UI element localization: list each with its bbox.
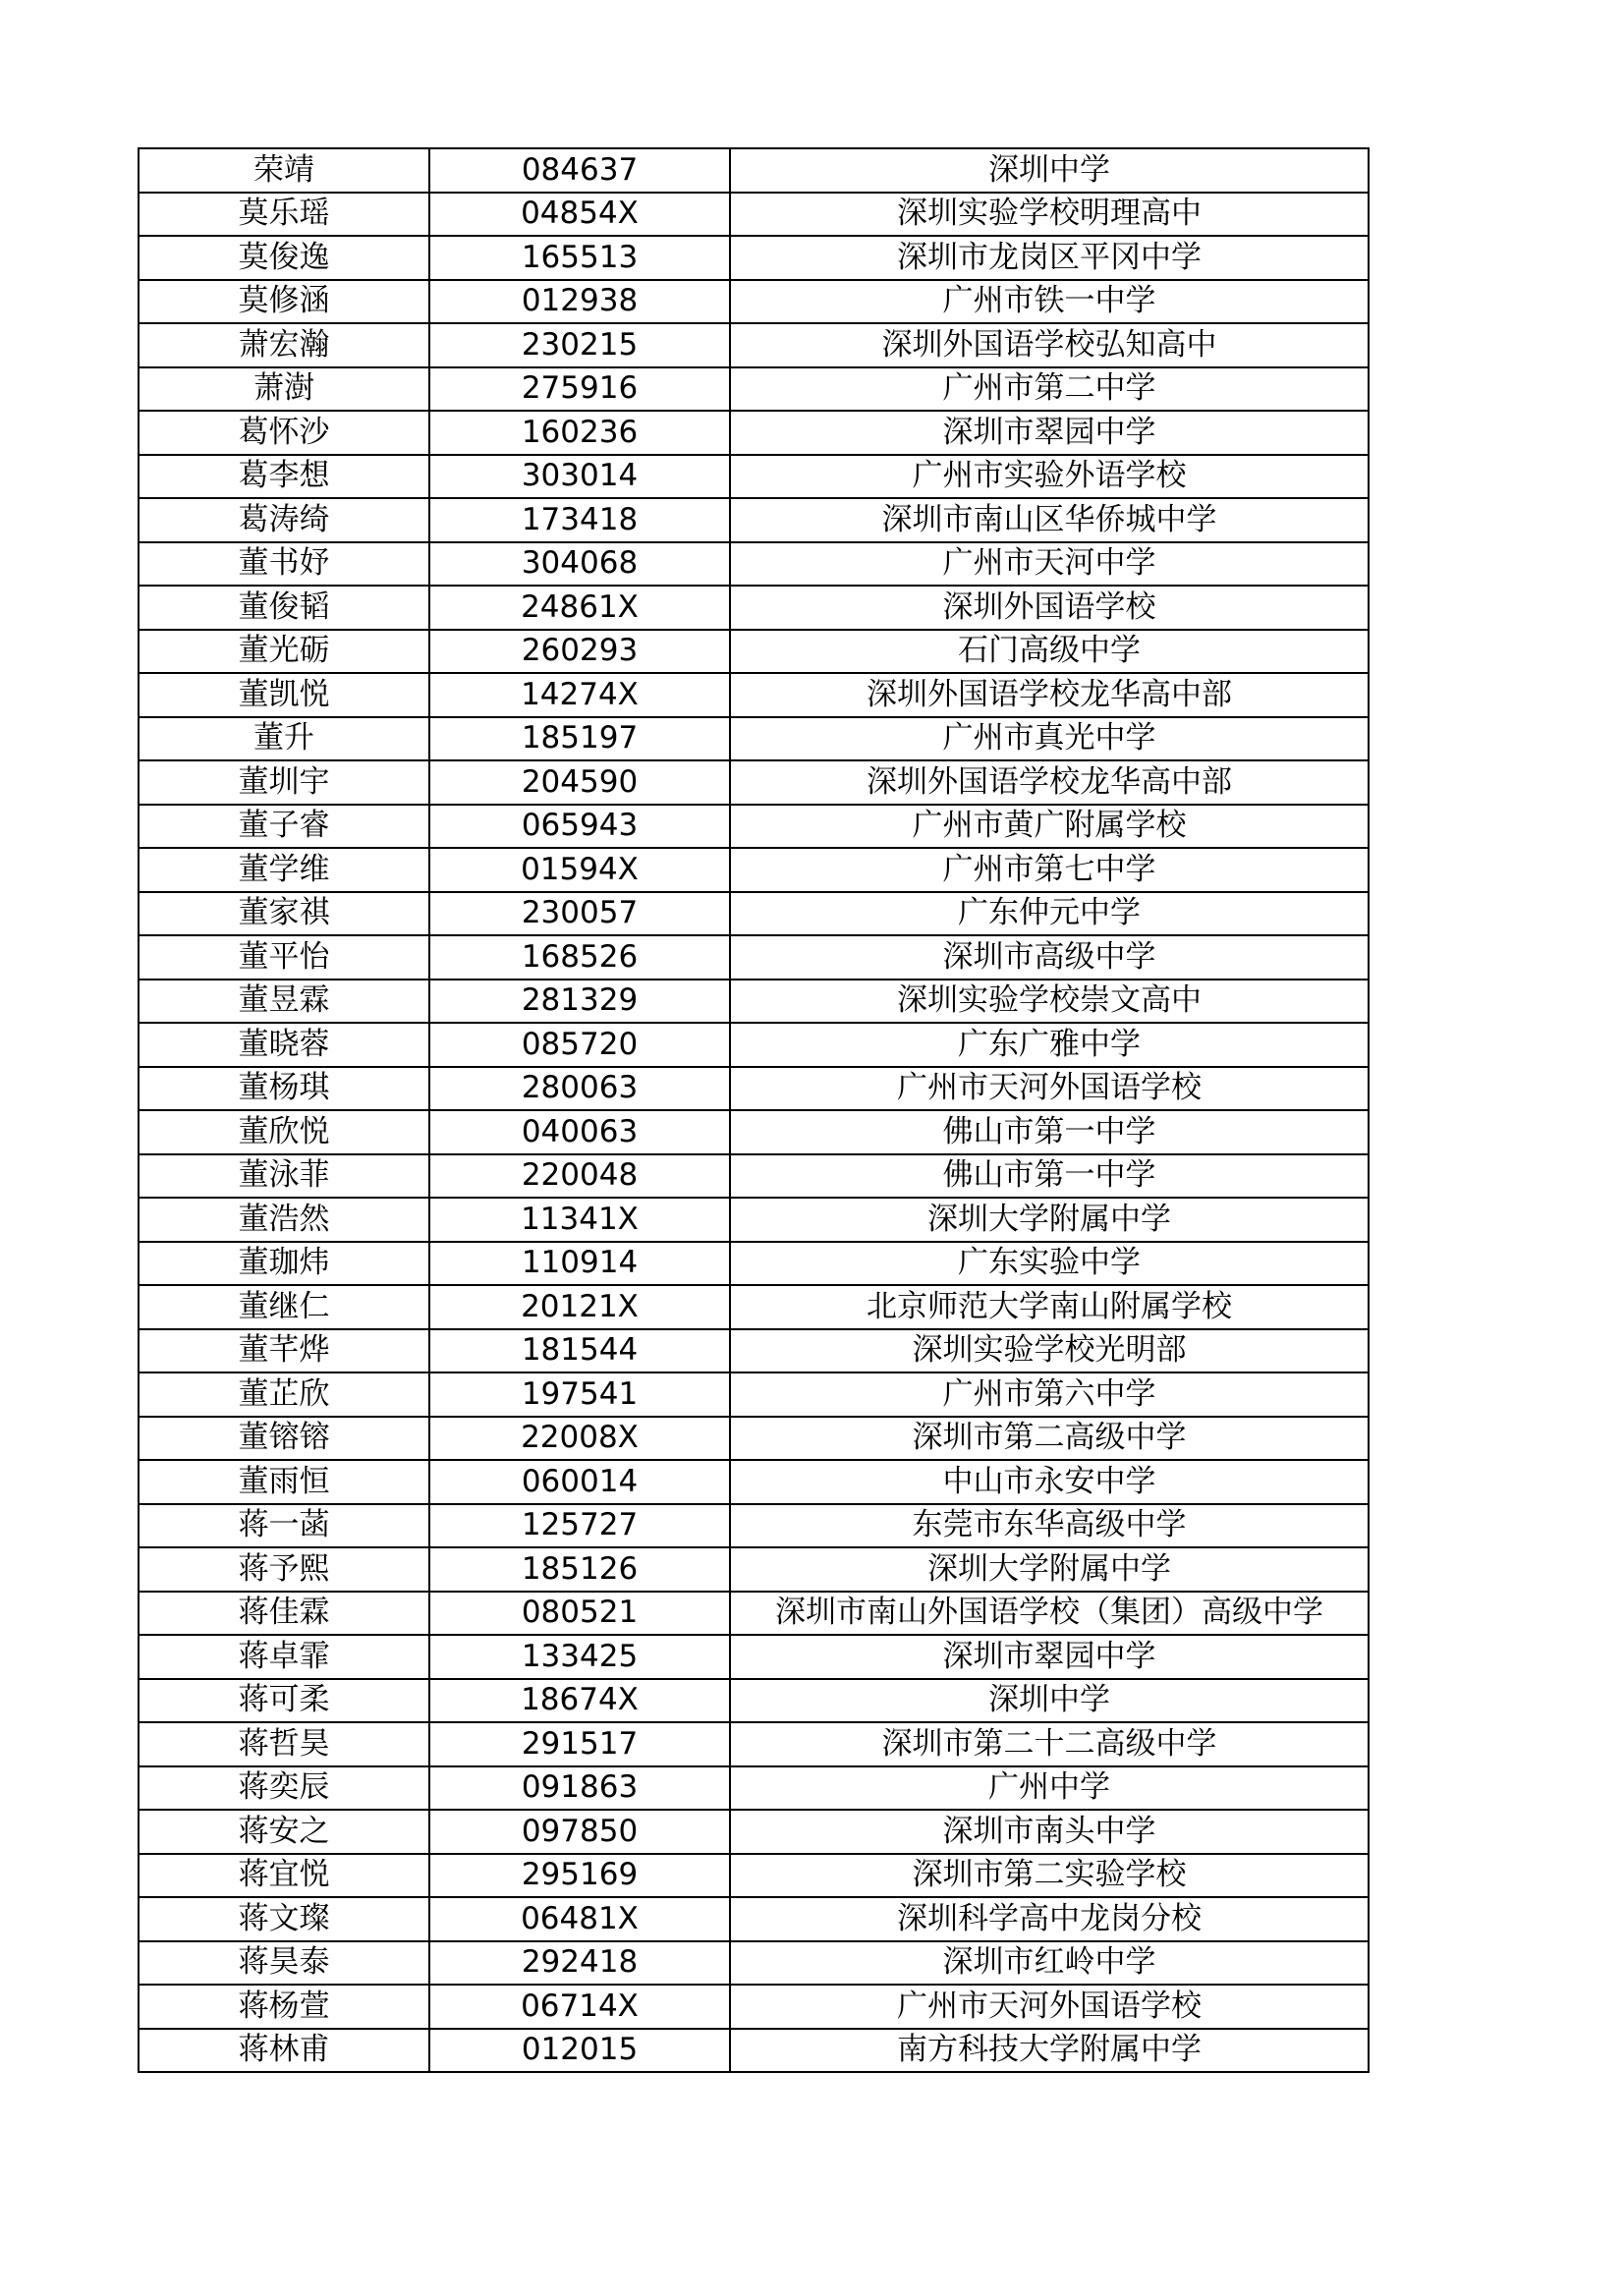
table-row <box>139 2029 1369 2073</box>
roster-table-body <box>139 148 1369 2072</box>
student-name-cell: 董昱霖 <box>139 980 429 1024</box>
student-name-cell: 董继仁 <box>139 1285 429 1329</box>
table-row <box>139 236 1369 280</box>
school-name-cell: 深圳实验学校光明部 <box>730 1329 1369 1373</box>
student-name-cell: 蒋安之 <box>139 1810 429 1854</box>
student-id-cell: 260293 <box>429 630 730 674</box>
school-name-cell: 广州市黄广附属学校 <box>730 805 1369 849</box>
table-row <box>139 673 1369 717</box>
student-name-cell: 蒋昊泰 <box>139 1941 429 1986</box>
table-row <box>139 193 1369 237</box>
school-name-cell: 深圳市红岭中学 <box>730 1941 1369 1986</box>
student-id-cell: 292418 <box>429 1941 730 1986</box>
school-name-cell: 深圳中学 <box>730 1679 1369 1723</box>
student-name-cell: 董浩然 <box>139 1198 429 1242</box>
table-row <box>139 1810 1369 1854</box>
table-row <box>139 1985 1369 2029</box>
school-name-cell: 深圳市南山区华侨城中学 <box>730 498 1369 542</box>
school-name-cell: 深圳外国语学校弘知高中 <box>730 323 1369 367</box>
student-name-cell: 莫修涵 <box>139 280 429 324</box>
school-name-cell: 深圳外国语学校 <box>730 586 1369 630</box>
school-name-cell: 深圳市翠园中学 <box>730 411 1369 455</box>
table-row <box>139 848 1369 892</box>
table-row <box>139 630 1369 674</box>
table-row <box>139 1722 1369 1766</box>
student-name-cell: 莫乐瑶 <box>139 193 429 237</box>
student-id-cell: 185197 <box>429 717 730 761</box>
student-id-cell: 280063 <box>429 1067 730 1111</box>
table-row <box>139 586 1369 630</box>
student-id-cell: 04854X <box>429 193 730 237</box>
school-name-cell: 南方科技大学附属中学 <box>730 2029 1369 2073</box>
table-row <box>139 1504 1369 1548</box>
student-id-cell: 20121X <box>429 1285 730 1329</box>
student-name-cell: 蒋予熙 <box>139 1547 429 1592</box>
student-name-cell: 蒋宜悦 <box>139 1854 429 1898</box>
school-name-cell: 广州市铁一中学 <box>730 280 1369 324</box>
table-row <box>139 498 1369 542</box>
school-name-cell: 广州市实验外语学校 <box>730 455 1369 499</box>
student-id-cell: 065943 <box>429 805 730 849</box>
student-id-cell: 185126 <box>429 1547 730 1592</box>
table-row <box>139 367 1369 412</box>
student-id-cell: 125727 <box>429 1504 730 1548</box>
student-name-cell: 蒋杨萱 <box>139 1985 429 2029</box>
school-name-cell: 深圳市龙岗区平冈中学 <box>730 236 1369 280</box>
school-name-cell: 广州市第七中学 <box>730 848 1369 892</box>
student-name-cell: 董光砺 <box>139 630 429 674</box>
student-name-cell: 蒋林甫 <box>139 2029 429 2073</box>
student-id-cell: 275916 <box>429 367 730 412</box>
roster-table <box>138 147 1370 2073</box>
school-name-cell: 深圳市翠园中学 <box>730 1635 1369 1679</box>
table-row <box>139 1766 1369 1811</box>
student-id-cell: 165513 <box>429 236 730 280</box>
table-row <box>139 892 1369 936</box>
school-name-cell: 深圳实验学校明理高中 <box>730 193 1369 237</box>
table-row <box>139 1592 1369 1636</box>
student-name-cell: 莫俊逸 <box>139 236 429 280</box>
school-name-cell: 广州市第六中学 <box>730 1372 1369 1417</box>
student-id-cell: 160236 <box>429 411 730 455</box>
student-name-cell: 董俊韬 <box>139 586 429 630</box>
school-name-cell: 广州市天河外国语学校 <box>730 1067 1369 1111</box>
school-name-cell: 广东广雅中学 <box>730 1023 1369 1067</box>
table-row <box>139 980 1369 1024</box>
student-id-cell: 168526 <box>429 935 730 980</box>
school-name-cell: 深圳市南头中学 <box>730 1810 1369 1854</box>
student-id-cell: 181544 <box>429 1329 730 1373</box>
table-row <box>139 1897 1369 1941</box>
table-row <box>139 1242 1369 1286</box>
table-row <box>139 280 1369 324</box>
student-name-cell: 董升 <box>139 717 429 761</box>
student-id-cell: 060014 <box>429 1460 730 1504</box>
student-name-cell: 董平怡 <box>139 935 429 980</box>
student-name-cell: 董学维 <box>139 848 429 892</box>
table-row <box>139 1198 1369 1242</box>
table-row <box>139 1635 1369 1679</box>
student-id-cell: 303014 <box>429 455 730 499</box>
student-name-cell: 董欣悦 <box>139 1110 429 1154</box>
table-row <box>139 1023 1369 1067</box>
student-name-cell: 蒋一菡 <box>139 1504 429 1548</box>
table-row <box>139 1329 1369 1373</box>
student-name-cell: 董泳菲 <box>139 1154 429 1199</box>
student-name-cell: 董子睿 <box>139 805 429 849</box>
student-name-cell: 萧澍 <box>139 367 429 412</box>
student-name-cell: 董芊烨 <box>139 1329 429 1373</box>
table-row <box>139 717 1369 761</box>
student-name-cell: 董芷欣 <box>139 1372 429 1417</box>
student-id-cell: 080521 <box>429 1592 730 1636</box>
school-name-cell: 中山市永安中学 <box>730 1460 1369 1504</box>
student-id-cell: 173418 <box>429 498 730 542</box>
school-name-cell: 深圳市高级中学 <box>730 935 1369 980</box>
school-name-cell: 深圳中学 <box>730 148 1369 193</box>
student-id-cell: 01594X <box>429 848 730 892</box>
school-name-cell: 深圳实验学校崇文高中 <box>730 980 1369 1024</box>
school-name-cell: 深圳外国语学校龙华高中部 <box>730 760 1369 805</box>
student-name-cell: 蒋卓霏 <box>139 1635 429 1679</box>
school-name-cell: 深圳市南山外国语学校（集团）高级中学 <box>730 1592 1369 1636</box>
student-id-cell: 091863 <box>429 1766 730 1811</box>
student-id-cell: 11341X <box>429 1198 730 1242</box>
school-name-cell: 深圳外国语学校龙华高中部 <box>730 673 1369 717</box>
student-id-cell: 22008X <box>429 1417 730 1461</box>
student-name-cell: 蒋可柔 <box>139 1679 429 1723</box>
school-name-cell: 深圳大学附属中学 <box>730 1198 1369 1242</box>
table-row <box>139 411 1369 455</box>
student-name-cell: 萧宏瀚 <box>139 323 429 367</box>
student-name-cell: 董书妤 <box>139 542 429 587</box>
table-row <box>139 1941 1369 1986</box>
school-name-cell: 广东实验中学 <box>730 1242 1369 1286</box>
student-name-cell: 董珈炜 <box>139 1242 429 1286</box>
student-id-cell: 085720 <box>429 1023 730 1067</box>
table-row <box>139 1679 1369 1723</box>
student-name-cell: 蒋佳霖 <box>139 1592 429 1636</box>
table-row <box>139 1547 1369 1592</box>
table-row <box>139 1067 1369 1111</box>
student-id-cell: 230057 <box>429 892 730 936</box>
student-name-cell: 蒋文璨 <box>139 1897 429 1941</box>
student-id-cell: 230215 <box>429 323 730 367</box>
student-id-cell: 291517 <box>429 1722 730 1766</box>
school-name-cell: 深圳市第二高级中学 <box>730 1417 1369 1461</box>
student-id-cell: 040063 <box>429 1110 730 1154</box>
school-name-cell: 东莞市东华高级中学 <box>730 1504 1369 1548</box>
student-name-cell: 董家祺 <box>139 892 429 936</box>
student-id-cell: 197541 <box>429 1372 730 1417</box>
school-name-cell: 广州市第二中学 <box>730 367 1369 412</box>
student-name-cell: 董凯悦 <box>139 673 429 717</box>
student-name-cell: 荣靖 <box>139 148 429 193</box>
table-row <box>139 1372 1369 1417</box>
table-row <box>139 1110 1369 1154</box>
student-name-cell: 葛怀沙 <box>139 411 429 455</box>
table-row <box>139 148 1369 193</box>
school-name-cell: 北京师范大学南山附属学校 <box>730 1285 1369 1329</box>
student-id-cell: 06714X <box>429 1985 730 2029</box>
student-name-cell: 蒋奕辰 <box>139 1766 429 1811</box>
student-name-cell: 董雨恒 <box>139 1460 429 1504</box>
table-row <box>139 1460 1369 1504</box>
school-name-cell: 石门高级中学 <box>730 630 1369 674</box>
student-name-cell: 董圳宇 <box>139 760 429 805</box>
student-name-cell: 董杨琪 <box>139 1067 429 1111</box>
school-name-cell: 广州中学 <box>730 1766 1369 1811</box>
school-name-cell: 深圳科学高中龙岗分校 <box>730 1897 1369 1941</box>
student-id-cell: 14274X <box>429 673 730 717</box>
student-id-cell: 012015 <box>429 2029 730 2073</box>
table-row <box>139 323 1369 367</box>
table-row <box>139 1854 1369 1898</box>
student-id-cell: 220048 <box>429 1154 730 1199</box>
school-name-cell: 深圳市第二实验学校 <box>730 1854 1369 1898</box>
school-name-cell: 深圳市第二十二高级中学 <box>730 1722 1369 1766</box>
student-id-cell: 06481X <box>429 1897 730 1941</box>
student-id-cell: 097850 <box>429 1810 730 1854</box>
student-id-cell: 012938 <box>429 280 730 324</box>
student-id-cell: 295169 <box>429 1854 730 1898</box>
student-id-cell: 304068 <box>429 542 730 587</box>
student-id-cell: 084637 <box>429 148 730 193</box>
student-name-cell: 葛李想 <box>139 455 429 499</box>
student-name-cell: 董晓蓉 <box>139 1023 429 1067</box>
school-name-cell: 广州市天河中学 <box>730 542 1369 587</box>
student-id-cell: 18674X <box>429 1679 730 1723</box>
table-row <box>139 760 1369 805</box>
student-name-cell: 葛涛绮 <box>139 498 429 542</box>
student-id-cell: 133425 <box>429 1635 730 1679</box>
student-id-cell: 110914 <box>429 1242 730 1286</box>
student-name-cell: 蒋哲昊 <box>139 1722 429 1766</box>
school-name-cell: 广州市真光中学 <box>730 717 1369 761</box>
table-row <box>139 542 1369 587</box>
table-row <box>139 1285 1369 1329</box>
student-id-cell: 281329 <box>429 980 730 1024</box>
table-row <box>139 455 1369 499</box>
student-id-cell: 204590 <box>429 760 730 805</box>
table-row <box>139 805 1369 849</box>
school-name-cell: 佛山市第一中学 <box>730 1154 1369 1199</box>
student-id-cell: 24861X <box>429 586 730 630</box>
school-name-cell: 广东仲元中学 <box>730 892 1369 936</box>
school-name-cell: 佛山市第一中学 <box>730 1110 1369 1154</box>
table-row <box>139 935 1369 980</box>
table-row <box>139 1154 1369 1199</box>
school-name-cell: 深圳大学附属中学 <box>730 1547 1369 1592</box>
student-name-cell: 董镕镕 <box>139 1417 429 1461</box>
school-name-cell: 广州市天河外国语学校 <box>730 1985 1369 2029</box>
table-row <box>139 1417 1369 1461</box>
